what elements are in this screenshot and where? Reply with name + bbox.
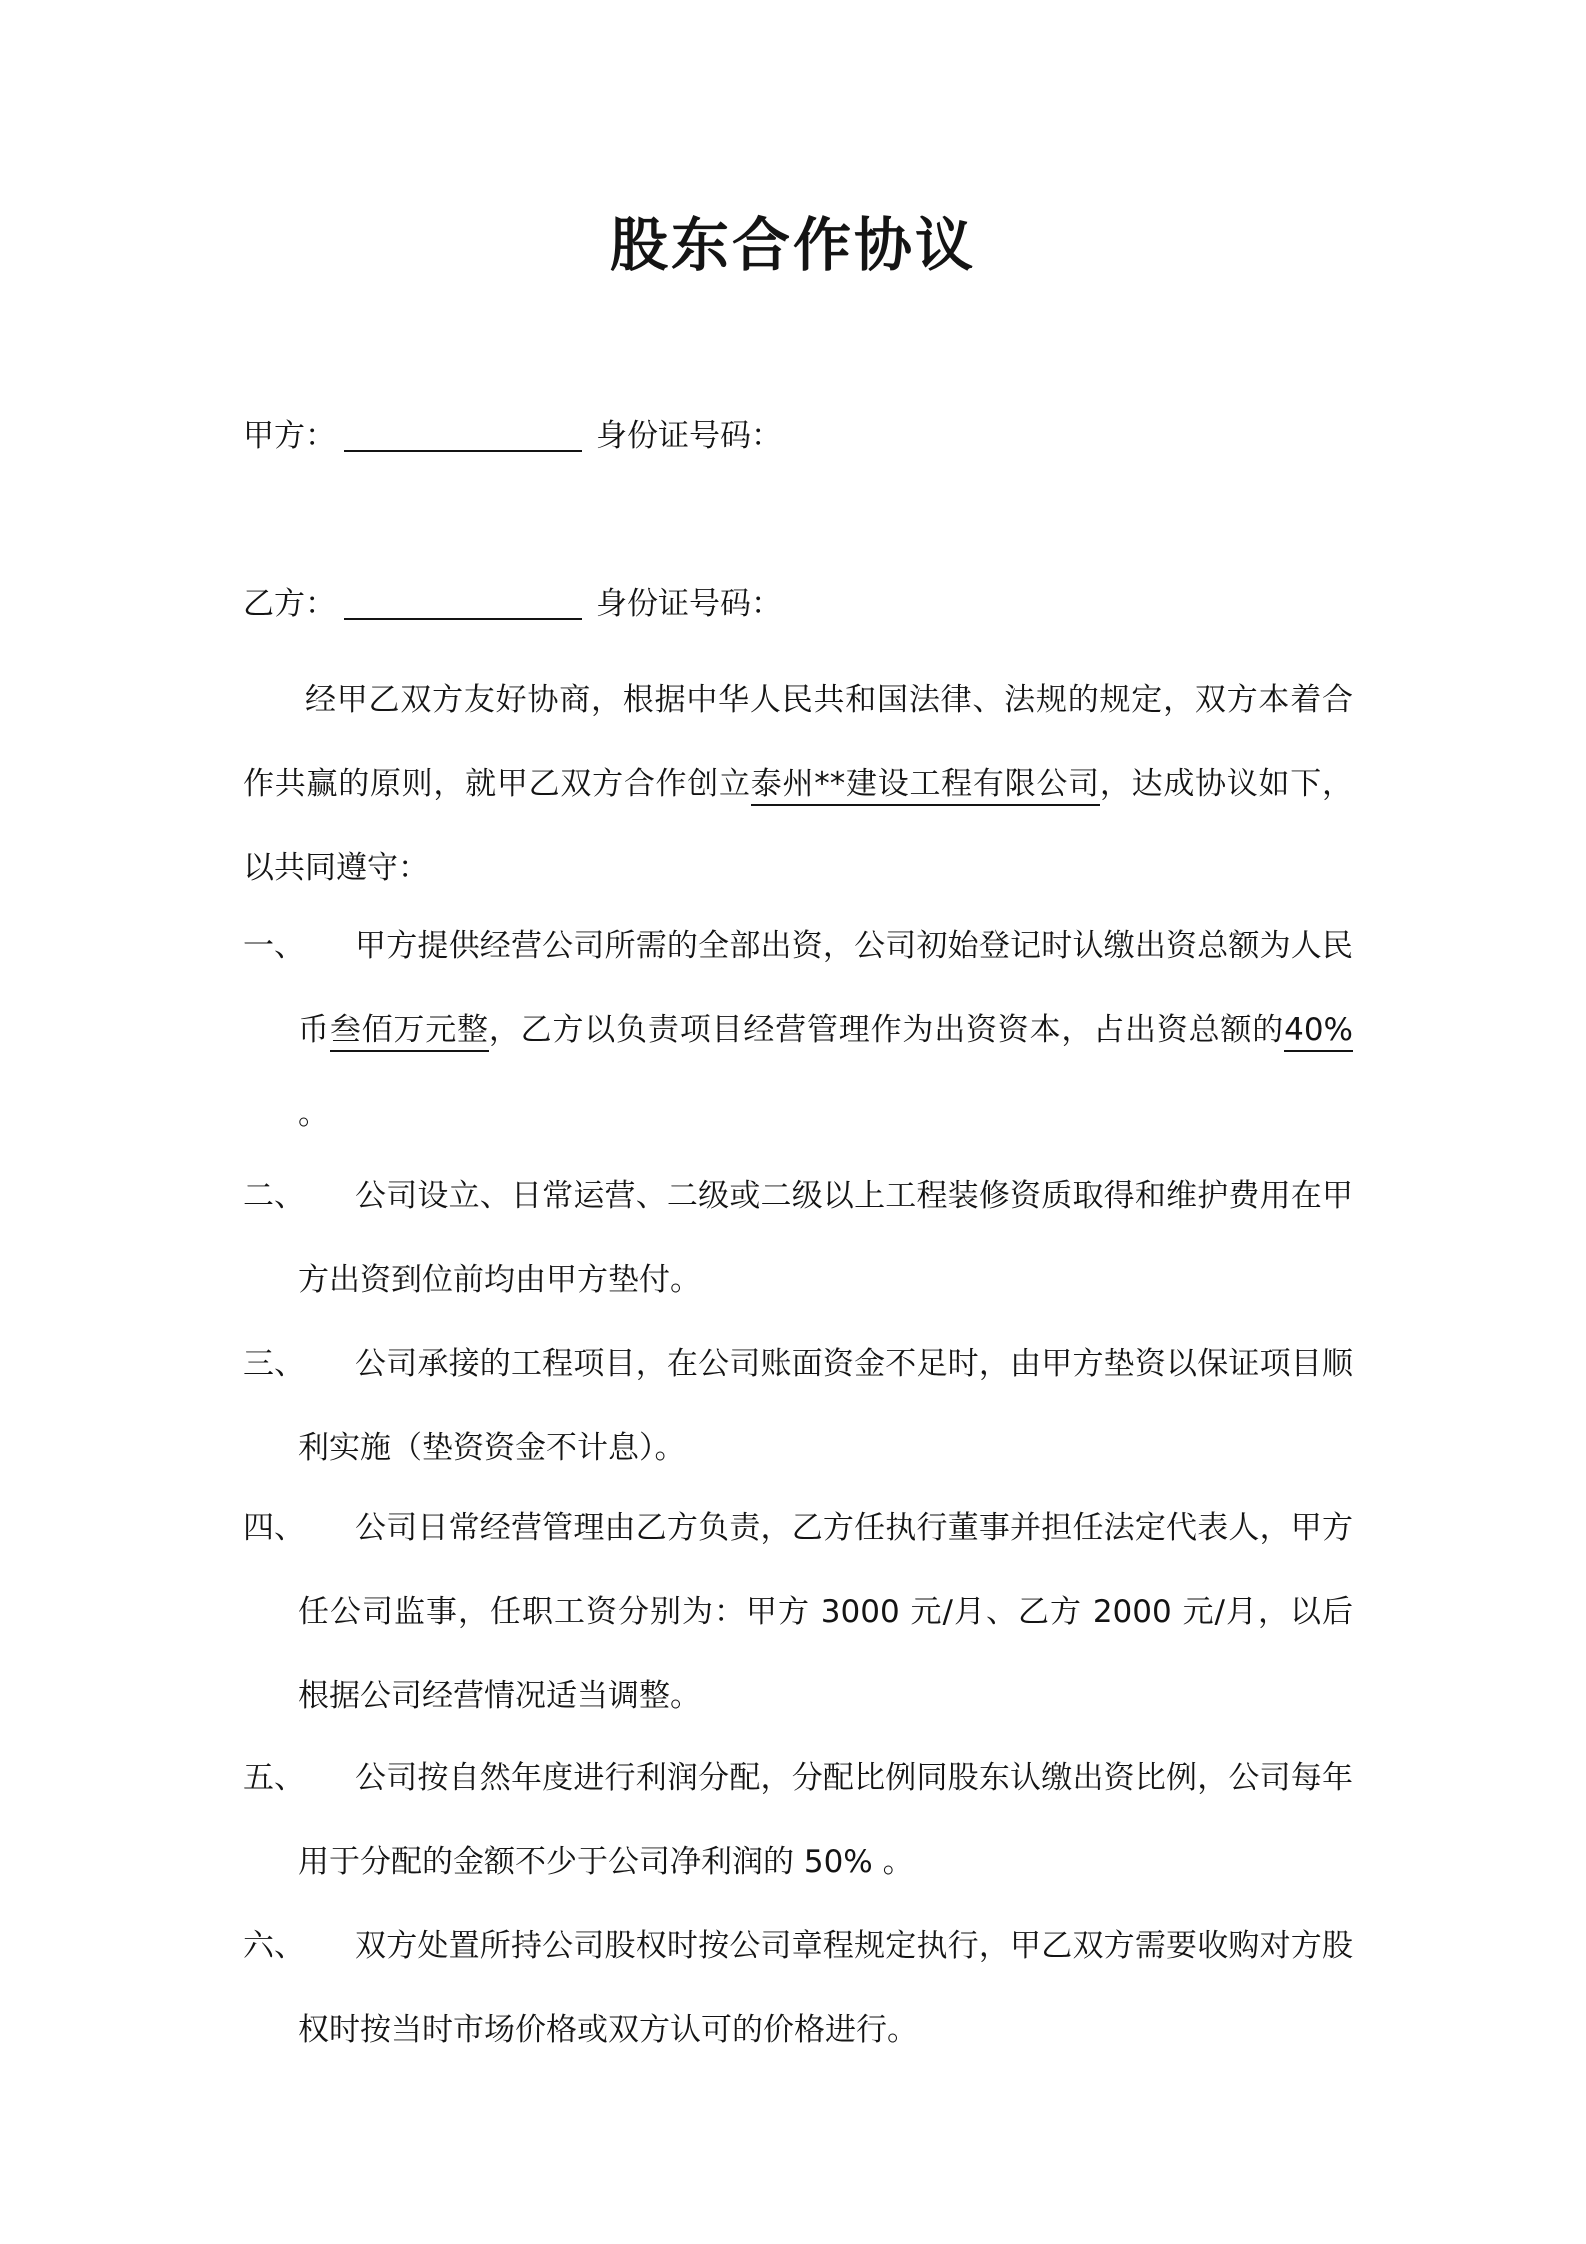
party-a-id-label: 身份证号码： (596, 418, 782, 454)
intro-paragraph (243, 658, 1353, 910)
clause-1-text-1: 甲方提供经营公司所需的全部出资，公司初始登记时认缴出资总额为人民币 (298, 928, 1353, 1048)
clause-6 (243, 1904, 1353, 2072)
party-a-name-blank (344, 416, 582, 452)
clause-1 (243, 904, 1353, 1156)
clause-4-body: 公司日常经营管理由乙方负责，乙方任执行董事并担任法定代表人，甲方任公司监事，任职工资分别为：甲方 3000 元/月、乙方 2000 元/月，以后根据公司经营情况适当调整。 (298, 1510, 1353, 1714)
clause-2-body: 公司设立、日常运营、二级或二级以上工程装修资质取得和维护费用在甲方出资到位前均由甲方垫付。 (298, 1178, 1353, 1298)
clause-6-number: 六、 (243, 1928, 305, 1964)
clause-5-body: 公司按自然年度进行利润分配，分配比例同股东认缴出资比例，公司每年用于分配的金额不少于公司净利润的 50% 。 (298, 1760, 1353, 1880)
share-percentage: 40% (1284, 1012, 1353, 1052)
clause-1-number: 一、 (243, 928, 305, 964)
clause-2-number: 二、 (243, 1178, 305, 1214)
clause-3-number: 三、 (243, 1346, 305, 1382)
clause-4 (243, 1486, 1353, 1738)
clause-3 (243, 1322, 1353, 1490)
document-title: 股东合作协议 (609, 211, 976, 279)
registered-capital: 叁佰万元整 (330, 1012, 489, 1052)
intro-text-2: ，达成协议如下，以共同遵守： (243, 766, 1354, 886)
party-a-line (243, 414, 782, 458)
clause-2 (243, 1154, 1353, 1322)
company-name: 泰州**建设工程有限公司 (751, 766, 1100, 806)
clause-1-body (243, 904, 1353, 1156)
clause-3-body: 公司承接的工程项目，在公司账面资金不足时，由甲方垫资以保证项目顺利实施（垫资资金不计息）。 (298, 1346, 1353, 1466)
clause-1-text-2: ，乙方以负责项目经营管理作为出资资本，占出资总额的 (488, 1012, 1285, 1048)
clause-5 (243, 1736, 1353, 1904)
clause-1-text-3: 。 (298, 1096, 329, 1132)
clause-5-number: 五、 (243, 1760, 305, 1796)
party-b-id-label: 身份证号码： (596, 586, 782, 622)
party-b-label: 乙方： (243, 586, 336, 622)
party-b-name-blank (344, 584, 582, 620)
intro-text-1: 经甲乙双方友好协商，根据中华人民共和国法律、法规的规定，双方本着合作共赢的原则，就甲乙双方合作创立 (243, 682, 1353, 802)
clause-6-body: 双方处置所持公司股权时按公司章程规定执行，甲乙双方需要收购对方股权时按当时市场价格或双方认可的价格进行。 (298, 1928, 1353, 2048)
party-b-line (243, 582, 782, 626)
clause-4-number: 四、 (243, 1510, 305, 1546)
party-a-label: 甲方： (243, 418, 336, 454)
